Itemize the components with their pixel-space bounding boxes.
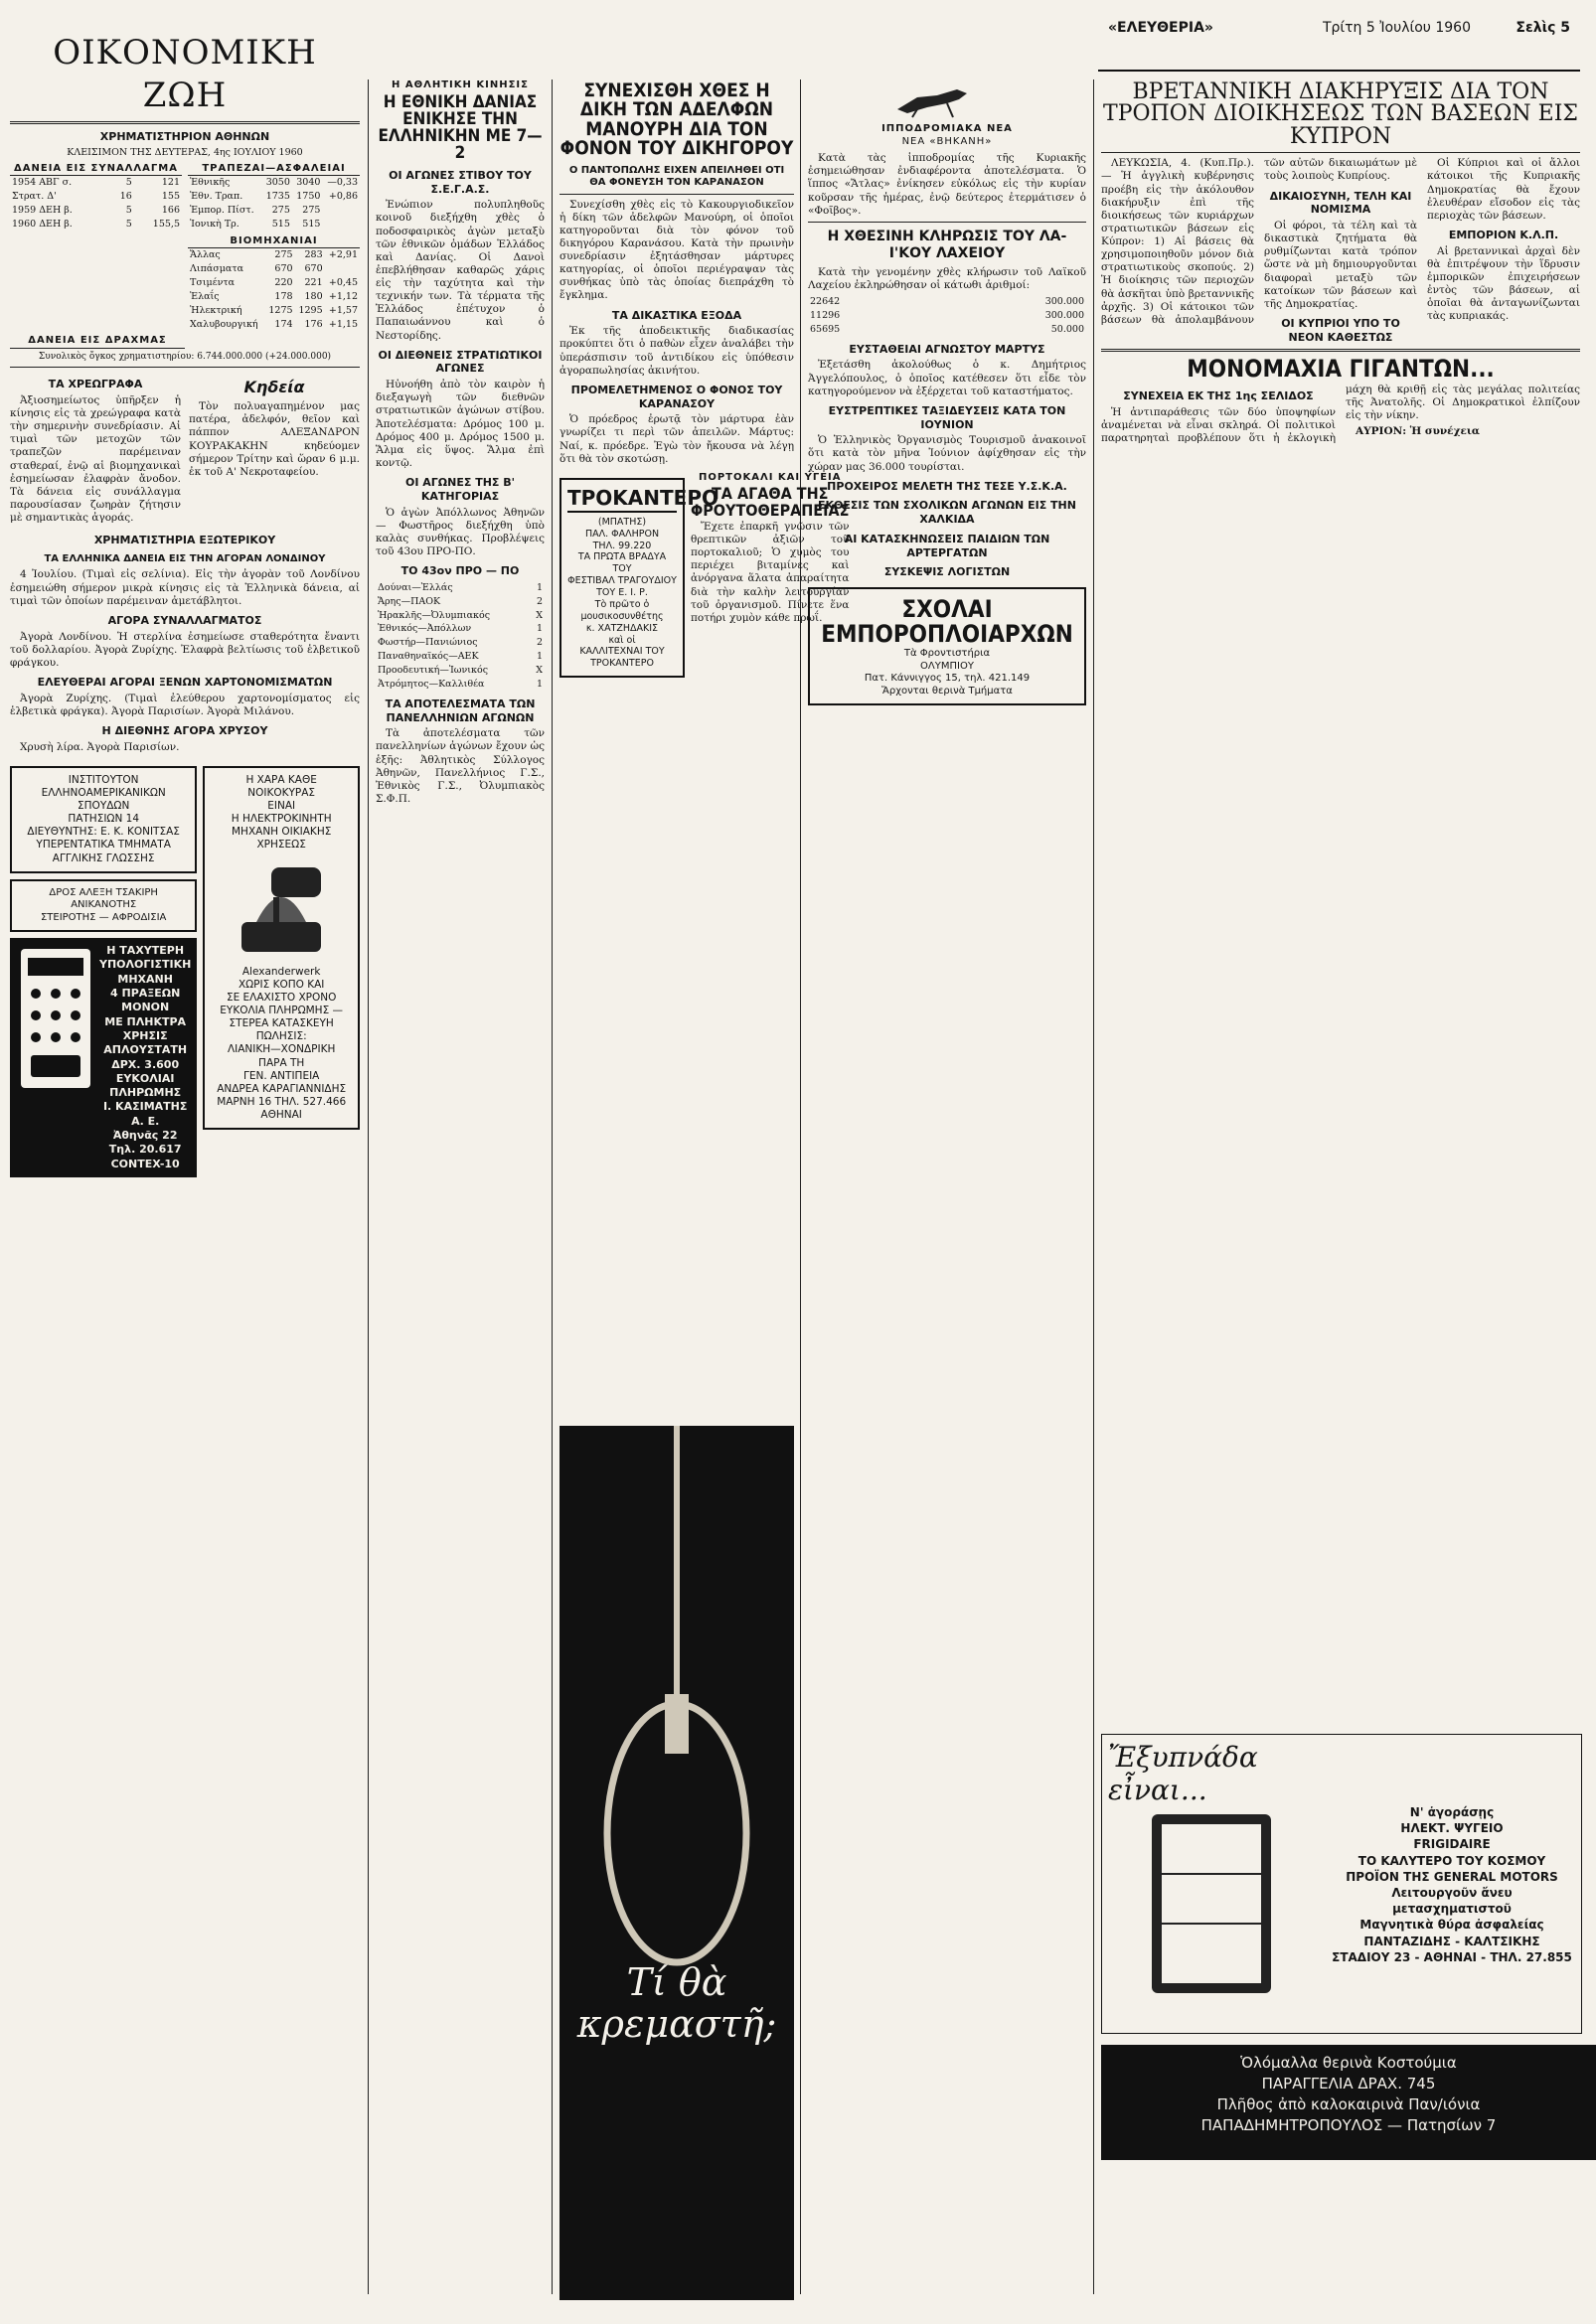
table-cell: Ἐμπορ. Πίστ. [190,204,254,216]
trial-body: Ὁ πρόεδρος ἐρωτᾷ τὸν μάρτυρα ἐὰν γνωρίζει τι περὶ τῶν ἀπειλῶν. Μάρτυς: Ναί, κ. πρόεδρε. Ἐγὼ τὸν ἤκουσα νὰ λέγῃ ὅτι θὰ τὸν σκοτώσῃ. [559,413,794,465]
table-cell: Παναθηναϊκός—ΑΕΚ [378,651,479,663]
table-cell: 515 [302,218,321,230]
horse-racing-logo [808,79,1086,148]
table-cell: 180 [304,290,323,302]
table-cell: 1 [536,623,543,635]
ad-line: ΠΑΝΤΑΖΙΔΗΣ - ΚΑΛΤΣΙΚΗΣ [1363,1934,1540,1948]
article-subhead: ΤΑ ΕΛΛΗΝΙΚΑ ΔΑΝΕΙΑ ΕΙΣ ΤΗΝ ΑΓΟΡΑΝ ΛΟΝΔΙΝΟΥ [44,552,326,564]
masthead [1098,10,1580,72]
industry-header: ΒΙΟΜΗΧΑΝΙΑΙ [188,235,360,249]
cyprus-body: Αἱ βρεταννικαὶ ἀρχαὶ δὲν θὰ ἐπιτρέψουν τὴν ἵδρυσιν ἐμπορικῶν ἐπιχειρήσεων ἐντὸς τῶν βάσεων, αἱ ὁποῖαι θὰ ἀνταγωνίζωνται τὰς κυπριακάς. [1427,244,1580,323]
column-sports [376,79,545,2294]
table-row [376,678,545,692]
ad-line: ΟΛΥΜΠΙΟΥ [920,660,974,672]
column-rule [1093,79,1094,2294]
ad-line: Η ΤΑΧΥΤΕΡΗ [106,944,185,958]
fridge-ad [1101,1734,1582,2034]
table-cell: 515 [271,218,290,230]
table-row [188,190,360,204]
table-row [188,318,360,332]
trial-subhead: ΤΑ ΔΙΚΑΣΤΙΚΑ ΕΞΟΔΑ [611,308,742,322]
table-cell: 1960 ΔΕΗ β. [12,218,73,230]
table-row [10,176,182,190]
table-cell: Χαλυβουργική [190,318,258,330]
pools-table [376,581,545,692]
ad-line: ΥΠΕΡΕΝΤΑΤΙΚΑ ΤΜΗΜΑΤΑ [36,839,171,852]
ad-line: ΣΤΑΔΙΟΥ 23 - ΑΘΗΝΑΙ - ΤΗΛ. 27.855 [1332,1949,1572,1964]
volume-line: Συνολικὸς ὄγκος χρηματιστηρίου: 6.744.000.000 (+24.000.000) [38,351,332,362]
ad-line: ΠΑΠΑΔΗΜΗΤΡΟΠΟΥΛΟΣ — Πατησίων 7 [1200,2116,1497,2134]
ad-line: ΜΕ ΠΛΗΚΤΡΑ [104,1014,187,1028]
health-body: Ἔχετε ἐπαρκῆ γνῶσιν τῶν θρεπτικῶν ἀξιῶν τοῦ πορτοκαλιοῦ; Ὁ χυμὸς του περιέχει βιταμίνες καὶ ἀνόργανα ἅλατα ἀπαραίτητα διὰ τὴν καλὴν λειτουργίαν τοῦ ὀργανισμοῦ. Πίνετε ἕνα ποτήρι χυμὸν κάθε πρωΐ. [691,520,850,624]
table-row [188,304,360,318]
section-title: ΟΙΚΟΝΟΜΙΚΗ ΖΩΗ [53,33,317,115]
ad-line: ΠΑΤΗΣΙΩΝ 14 [68,813,140,826]
table-row [10,204,182,218]
column-finance [10,30,360,2294]
giants-more: ΑΥΡΙΟΝ: Ἡ συνέχεια [1356,425,1481,438]
ad-line: ΤΗΛ. 99.220 [592,540,652,551]
ad-line: ΔΡΧ. 3.600 [111,1057,180,1071]
ad-line: Ι. ΚΑΣΙΜΑΤΗΣ Α. Ε. [102,1100,188,1128]
ad-line: ΕΥΚΟΛΙΑΙ [115,1071,175,1085]
ad-line: Ἄρχονται θερινὰ Τμήματα [881,685,1013,697]
table-row [808,309,1086,323]
table-cell: Ἄλλας [190,249,221,261]
sports-subhead: ΟΙ ΔΙΕΘΝΕΙΣ ΣΤΡΑΤΙΩΤΙΚΟΙ ΑΓΩΝΕΣ [378,348,543,376]
section-subtitle: ΧΡΗΜΑΤΙΣΤΗΡΙΟΝ ΑΘΗΝΩΝ [99,130,270,143]
article-body: Ἀξιοσημείωτος ὑπῆρξεν ἡ κίνησις εἰς τὰ χρεώγραφα κατὰ τὴν σημερινὴν συνεδρίασιν. Αἱ τιμαὶ τῶν μετοχῶν τῶν τραπεζῶν παρέμειναν σταθεραί, ἐνῷ αἱ βιομηχανικαὶ ἐσημείωσαν ἐλαφρὰν ἄνοδον. Τὰ δάνεια εἰς συνάλλαγμα παρουσίασαν ζωηρὰν ζήτησιν μὲ σημαντικὰς ἀγοράς. [10,393,181,524]
ad-line: ΑΝΔΡΕΑ ΚΑΡΑΓΙΑΝΝΙΔΗΣ [217,1082,347,1095]
table-cell: 300.000 [1044,296,1084,307]
ad-line: ΠΑΛ. ΦΑΛΗΡΟΝ [584,528,660,540]
table-row [188,276,360,290]
table-cell: 155 [161,191,180,202]
ad-line: ΤΡΟΚΑΝΤΕΡΟ [590,658,654,670]
banks-header: ΤΡΑΠΕΖΑΙ—ΑΣΦΑΛΕΙΑΙ [188,163,360,177]
table-row [376,636,545,650]
ad-line: ΕΙΝΑΙ [267,800,296,812]
ad-line: καὶ οἱ [608,634,636,646]
table-cell: 670 [304,263,323,274]
ad-line: ΤΟΥ Ε. Ι. Ρ. [596,587,648,598]
closing-line: ΚΛΕΙΣΙΜΟΝ ΤΗΣ ΔΕΥΤΕΡΑΣ, 4ης ΙΟΥΛΙΟΥ 1960 [67,146,303,158]
racing-body: Κατὰ τὰς ἱπποδρομίας τῆς Κυριακῆς ἐσημειώθησαν ἐνδιαφέροντα ἀποτελέσματα. Ὁ ἵππος «Ἄτλας» ἐνίκησεν εὐκόλως εἰς τὴν κυρίαν κοῦρσαν τῆς ἡμέρας, ἐνῷ δεύτερος ἐτερμάτισεν ὁ «Φοῖβος». [808,152,1086,217]
horse-icon [887,79,1007,119]
ad-line: Ἔξυπνάδα [1108,1741,1258,1774]
pools-head: ΤΟ 43ον ΠΡΟ — ΠΟ [400,564,520,578]
ad-line: Η ΗΛΕΚΤΡΟΚΙΝΗΤΗ [231,813,332,826]
institute-ad [10,766,197,873]
table-cell [325,262,360,276]
table-cell: 1735 [265,191,290,202]
table-cell: 5 [125,218,132,230]
table-cell: 155,5 [152,218,180,230]
ad-line: ΣΠΟΥΔΩΝ [78,800,130,812]
cyprus-subhead: ΕΜΠΟΡΙΟΝ Κ.Λ.Π. [1448,228,1559,241]
table-row [10,218,182,232]
ad-line: ΑΝΙΚΑΝΟΤΗΣ [71,899,137,911]
article-head: ΕΛΕΥΘΕΡΑΙ ΑΓΟΡΑΙ ΞΕΝΩΝ ΧΑΡΤΟΝΟΜΙΣΜΑΤΩΝ [37,675,333,689]
table-row [376,664,545,678]
table-cell: Ἰονικὴ Τρ. [190,218,239,230]
table-cell: 283 [304,249,323,261]
sports-subhead: ΟΙ ΑΓΩΝΕΣ ΤΗΣ Β' ΚΑΤΗΓΟΡΙΑΣ [404,476,516,503]
news-subhead: ΣΥΣΚΕΨΙΣ ΛΟΓΙΣΤΩΝ [883,565,1011,579]
banks-table [188,176,360,232]
sports-headline: Η ΕΘΝΙΚΗ ΔΑΝΙΑΣ ΕΝΙΚΗΣΕ ΤΗΝ ΕΛΛΗΝΙΚΗΝ ΜΕ 7—2 [378,91,543,164]
table-cell: 174 [274,318,293,330]
ad-line: ΧΡΗΣΕΩΣ [256,839,306,852]
lottery-table [808,295,1086,337]
column-rule [552,79,553,2294]
news-body: Ἐξετάσθη ἀκολούθως ὁ κ. Δημήτριος Ἀγγελόπουλος, ὁ ὁποῖος κατέθεσεν ὅτι εἶδε τὸν κατηγορούμενον νὰ ἐξέρχεται τοῦ καταστήματος. [808,359,1086,397]
suits-ad [1101,2045,1596,2160]
ad-line: ΤΑ ΠΡΩΤΑ ΒΡΑΔΥΑ ΤΟΥ [577,551,667,575]
table-row [376,581,545,595]
cyprus-body: Οἱ φόροι, τὰ τέλη καὶ τὰ δικαστικὰ ζητήματα θὰ ρυθμίζωνται κατὰ τρόπον ὥστε νὰ μὴ δημιουργοῦνται διαφοραὶ μεταξὺ τῶν κατοίκων τῶν βάσεων καὶ τῆς Δημοκρατίας. [1264,220,1417,310]
ad-line: εἶναι... [1108,1774,1207,1806]
table-row [10,190,182,204]
mixer-icon [222,852,341,962]
article-body: 4 Ἰουλίου. (Τιμαὶ εἰς σελίνια). Εἰς τὴν ἀγορὰν τοῦ Λονδίνου ἐσημειώθη σήμερον μικρὰ κίνησις εἰς τὰ Ἑλληνικὰ δάνεια, αἱ τιμαὶ τῶν ὁποίων παρέμειναν ἀμετάβλητοι. [10,568,360,607]
lottery-headline: Η ΧΘΕΣΙΝΗ ΚΛΗΡΩΣΙΣ ΤΟΥ ΛΑ-Ι'ΚΟΥ ΛΑΧΕΙΟΥ [827,228,1067,262]
obituary-body: Τὸν πολυαγαπημένον μας πατέρα, ἀδελφόν, θεῖον καὶ πάππον ΑΛΕΞΑΝΔΡΟΝ ΚΟΥΡΑΚΑΚΗΝ κηδεύομεν σήμερον Τρίτην καὶ ὥραν 6 μ.μ. ἐκ τοῦ Α' Νεκροταφείου. [189,400,360,478]
calculator-ad [10,938,197,1177]
table-cell: Ἀτρόμητος—Καλλιθέα [378,678,485,690]
newspaper-name: «ΕΛΕΥΘΕΡΙΑ» [1108,20,1213,36]
ad-line: ΗΛΕΚΤ. ΨΥΓΕΙΟ [1400,1821,1504,1836]
school-title: ΣΧΟΛΑΙ ΕΜΠΟΡΟΠΛΟΙΑΡΧΩΝ [821,595,1073,648]
table-cell: Στρατ. Δ' [12,191,57,202]
ad-line: ΧΩΡΙΣ ΚΟΠΟ ΚΑΙ [238,978,325,991]
ad-line: κ. ΧΑΤΖΗΔΑΚΙΣ [585,622,659,634]
racing-title: ΙΠΠΟΔΡΟΜΙΑΚΑ ΝΕΑ [881,123,1013,135]
trocadero-ad [559,478,718,678]
table-cell: 1295 [298,304,323,316]
table-cell: Ἐλαΐς [190,290,220,302]
page-number: Σελὶς 5 [1516,20,1570,36]
ad-line: Η ΧΑΡΑ ΚΑΘΕ [245,773,317,786]
table-row [188,218,360,232]
table-cell: Λιπάσματα [190,263,243,274]
news-subhead: ΠΡΟΧΕΙΡΟΣ ΜΕΛΕΤΗ ΤΗΣ ΤΕΣΕ Υ.Σ.Κ.Α. [827,479,1067,493]
ad-line: ΑΓΓΛΙΚΗΣ ΓΛΩΣΣΗΣ [52,852,155,864]
ad-line: ΠΩΛΗΣΙΣ: [255,1030,307,1043]
table-cell: 50.000 [1050,323,1084,335]
ad-line: ΜΑΡΝΗ 16 ΤΗΛ. 527.466 [217,1095,347,1108]
drachma-header: ΔΑΝΕΙΑ ΕΙΣ ΔΡΑΧΜΑΣ [10,335,185,349]
trial-subhead: ΠΡΟΜΕΛΕΤΗΜΕΝΟΣ Ο ΦΟΝΟΣ ΤΟΥ ΚΑΡΑΝΑΣΟΥ [570,383,783,410]
article-head: Η ΔΙΕΘΝΗΣ ΑΓΟΡΑ ΧΡΥΣΟΥ [101,723,268,737]
table-cell: 121 [161,177,180,189]
table-row [188,262,360,276]
ad-line: Ὁλόμαλλα θερινὰ Κοστούμια [1240,2054,1457,2072]
article-body: Ἀγορὰ Λονδίνου. Ἡ στερλίνα ἐσημείωσε σταθερότητα ἔναντι τοῦ δολλαρίου. Ἀγορὰ Ζυρίχης. Ἐλαφρὰ βελτίωσις τοῦ ἑλβετικοῦ φράγκου. [10,630,360,669]
ad-line: ΠΛΗΡΩΜΗΣ [109,1086,182,1100]
table-cell: 65695 [810,323,841,335]
ad-line: ΠΡΟΪΟΝ ΤΗΣ GENERAL MOTORS [1346,1869,1558,1884]
calculator-icon [16,944,95,1093]
table-cell: +0,45 [328,276,358,288]
mixer-ad [203,766,360,1130]
sports-kicker: Η ΑΘΛΗΤΙΚΗ ΚΙΝΗΣΙΣ [392,79,529,90]
table-cell: X [536,665,543,677]
ad-line: ΧΡΗΣΙΣ [122,1028,168,1042]
table-cell: 1750 [296,191,321,202]
table-cell: 22642 [810,296,841,307]
article-body: Χρυσὴ λίρα. Ἀγορὰ Παρισίων. [20,740,180,753]
news-subhead: ΕΥΣΤΑΘΕΙΑΙ ΑΓΝΩΣΤΟΥ ΜΑΡΤΥΣ [849,342,1045,356]
news-subhead: ΕΥΣΤΡΕΠΤΙΚΕΣ ΤΑΞΙΔΕΥΣΕΙΣ ΚΑΤΑ ΤΟΝ ΙΟΥΝΙΟΝ [828,403,1066,431]
bonds-table [10,176,182,232]
ad-line: ΓΕΝ. ΑΝΤΙΠΕΙΑ [242,1069,320,1082]
column-news [808,79,1086,2294]
ad-line: ΑΘΗΝΑΙ [260,1109,302,1121]
table-cell: +1,57 [328,304,358,316]
article-head: ΑΓΟΡΑ ΣΥΝΑΛΛΑΓΜΑΤΟΣ [107,613,262,627]
table-cell: +0,86 [328,191,358,202]
obituary-head: Κηδεία [243,378,305,397]
poster-ad [559,1426,794,2300]
news-body: Ὁ Ἑλληνικὸς Ὀργανισμὸς Τουρισμοῦ ἀνακοινοῖ ὅτι κατὰ τὸν μῆνα Ἰούνιον ἀφίχθησαν εἰς τὴν χώραν μας 36.000 τουρίσται. [808,434,1086,473]
cyprus-body: Οἱ Κύπριοι καὶ οἱ ἄλλοι κάτοικοι τῆς Κυπριακῆς Δημοκρατίας θὰ ἔχουν ἐλευθέραν εἴσοδον εἰς τὰς περιοχὰς τῶν βάσεων. [1427,157,1580,222]
ad-line: ΙΝΣΤΙΤΟΥΤΟΝ [68,773,139,786]
ad-line: ΥΠΟΛΟΓΙΣΤΙΚΗ [99,958,192,972]
table-row [188,290,360,304]
bonds-header: ΔΑΝΕΙΑ ΕΙΣ ΣΥΝΑΛΛΑΓΜΑ [10,163,182,177]
table-cell: 275 [271,204,290,216]
sports-body: Ὁ ἀγὼν Ἀπόλλωνος Ἀθηνῶν — Φωστῆρος διεξήχθη ὑπὸ καλὰς συνθήκας. Προβλέψεις τοῦ 43ου ΠΡΟ-ΠΟ. [376,506,545,557]
ad-line: 4 ΠΡΑΞΕΩΝ [110,987,181,1001]
table-cell: Φωστήρ—Πανιώνιος [378,637,478,649]
ad-line: Μαγνητικὰ θύρα ἀσφαλείας [1359,1918,1544,1933]
ad-line: Πλῆθος ἀπὸ καλοκαιρινὰ Παν/ιόνια [1216,2095,1481,2113]
sports-body: Τὰ ἀποτελέσματα τῶν πανελληνίων ἀγώνων ἔχουν ὡς ἑξῆς: Ἀθλητικὸς Σύλλογος Ἀθηνῶν, Πανελλήνιος Γ.Σ., Ἐθνικὸς Γ.Σ., Ὀλυμπιακὸς Σ.Φ.Π. [376,727,545,805]
table-row [376,595,545,609]
ad-line: ΜΗΧΑΝΗ ΟΙΚΙΑΚΗΣ [231,826,332,839]
table-row [376,622,545,636]
table-cell: 11296 [810,309,841,321]
ad-line: ΤΟ ΚΑΛΥΤΕΡΟ ΤΟΥ ΚΟΣΜΟΥ [1357,1853,1546,1868]
article-head: ΤΑ ΧΡΕΩΓΡΑΦΑ [48,378,143,391]
table-cell: 16 [119,191,132,202]
table-row [188,248,360,262]
table-cell: Ἄρης—ΠΑΟΚ [378,595,441,607]
ad-line: Πατ. Κάννιγγος 15, τηλ. 421.149 [864,673,1031,685]
table-cell [322,218,360,232]
column-rule [368,79,369,2294]
table-cell: +1,12 [328,290,358,302]
ad-line: Ν' ἀγοράσῃς [1409,1805,1495,1819]
sports-body: Ηὐνοήθη ἀπὸ τὸν καιρὸν ἡ διεξαγωγὴ τῶν διεθνῶν στρατιωτικῶν ἀγώνων στίβου. Ἀποτελέσματα: Δρόμος 100 μ. Δρόμος 400 μ. Δρόμος 1500 μ. Ἅλμα εἰς ὕψος. Ἅλμα ἐπὶ κοντῷ. [376,379,545,469]
ad-line: ΜΟΝΟΝ [121,1001,170,1014]
table-cell: Τσιμέντα [190,276,236,288]
ad-line: Τὸ πρῶτο ὁ μουσικοσυνθέτης [580,598,664,622]
table-cell: 1 [536,651,543,663]
table-cell: 220 [274,276,293,288]
health-headline: ΤΑ ΑΓΑΘΑ ΤΗΣ ΦΡΟΥΤΟΘΕΡΑΠΕΙΑΣ [691,484,850,520]
newspaper-page [10,10,1580,2304]
article-body: Ἀγορὰ Ζυρίχης. (Τιμαὶ ἐλεύθερου χαρτονομίσματος εἰς ἑλβετικὰ φράγκα). Ἀγορὰ Παρισίων. Ἀγορὰ Μιλάνου. [10,692,360,717]
table-cell: 1275 [268,304,293,316]
table-cell: 670 [274,263,293,274]
table-row [808,323,1086,337]
poster-text: Τί θὰ κρεμαστῆ; [576,1960,777,2046]
ad-line: (ΜΠΑΤΗΣ) [597,516,647,528]
article-head: ΧΡΗΜΑΤΙΣΤΗΡΙΑ ΕΞΩΤΕΡΙΚΟΥ [93,534,276,547]
fridge-icon [1112,1804,1311,2003]
ad-line: ΝΟΙΚΟΚΥΡΑΣ [247,786,316,799]
table-cell: Ἐθνικῆς [190,177,231,189]
giants-continued: ΣΥΝΕΧΕΙΑ ΕΚ ΤΗΣ 1ης ΣΕΛΙΔΟΣ [1123,388,1314,402]
table-cell: X [536,609,543,621]
ad-line: ΠΑΡΑ ΤΗ [258,1056,305,1069]
ad-line: ΠΑΡΑΓΓΕΛΙΑ ΔΡΑΧ. 745 [1261,2075,1436,2092]
ad-line: ΕΥΚΟΛΙΑ ΠΛΗΡΩΜΗΣ — [220,1005,344,1016]
news-subhead: ΕΚΘΕΣΙΣ ΤΩΝ ΣΧΟΛΙΚΩΝ ΑΓΩΝΩΝ ΕΙΣ ΤΗΝ ΧΑΛΚΙΔΑ [818,499,1076,527]
table-cell: 1 [536,581,543,593]
cyprus-headline: ΒΡΕΤΑΝΝΙΚΗ ΔΙΑΚΗΡΥΞΙΣ ΔΙΑ ΤΟΝ ΤΡΟΠΟΝ ΔΙΟΙΚΗΣΕΩΣ ΤΩΝ ΒΑΣΕΩΝ ΕΙΣ ΚΥΠΡΟΝ [1103,79,1578,149]
table-cell: +2,91 [328,249,358,261]
table-row [188,204,360,218]
industry-table [188,248,360,331]
table-cell: Ἠλεκτρική [190,304,242,316]
table-row [376,650,545,664]
cyprus-subhead: ΔΙΚΑΙΟΣΥΝΗ, ΤΕΛΗ ΚΑΙ ΝΟΜΙΣΜΑ [1269,189,1412,217]
table-cell: Προοδευτική—Ἰωνικός [378,665,489,677]
issue-date: Τρίτη 5 Ἰουλίου 1960 [1322,20,1471,36]
school-ad [808,587,1086,705]
trial-body: Ἐκ τῆς ἀποδεικτικῆς διαδικασίας προκύπτει ὅτι ὁ παθὼν εἶχεν ἀναλάβει τὴν ὑπεράσπισιν τοῦ ἀντιδίκου εἰς ὑπόθεσιν ἀγοραπωλησίας ἀκινήτου. [559,325,794,377]
column-rule [800,79,801,2294]
ad-line: Λειτουργοῦν ἄνευ μετασχηματιστοῦ [1391,1885,1513,1917]
table-cell: Ἡρακλῆς—Ὀλυμπιακός [378,609,491,621]
ad-line: ΣΤΕΙΡΟΤΗΣ — ΑΦΡΟΔΙΣΙΑ [40,911,167,923]
ad-line: FRIGIDAIRE [1413,1837,1491,1852]
ad-line: ΔΡΟΣ ΑΛΕΞΗ ΤΣΑΚΙΡΗ [49,886,158,898]
table-cell: +1,15 [328,318,358,330]
health-kicker: ΠΟΡΤΟΚΑΛΙ ΚΑΙ ΥΓΕΙΑ [698,471,842,483]
table-cell: 275 [274,249,293,261]
table-cell: 2 [536,595,543,607]
sports-subhead: ΟΙ ΑΓΩΝΕΣ ΣΤΙΒΟΥ ΤΟΥ Σ.Ε.Γ.Α.Σ. [389,168,532,196]
ad-line: ΔΙΕΥΘΥΝΤΗΣ: Ε. Κ. ΚΟΝΙΤΣΑΣ [27,826,180,839]
table-cell: —0,33 [327,177,358,189]
cyprus-subhead: ΟΙ ΚΥΠΡΙΟΙ ΥΠΟ ΤΟ ΝΕΟΝ ΚΑΘΕΣΤΩΣ [1281,316,1400,344]
cyprus-body: ΛΕΥΚΩΣΙΑ, 4. (Κυπ.Πρ.). — Ἡ ἀγγλικὴ κυβέρνησις προέβη εἰς τὴν ἀκόλουθον διακήρυξιν ἐπὶ τῆς διοικήσεως τῶν κυριάρχων στρατιωτικῶν βάσεων εἰς Κύπρον: 1) Αἱ βάσεις θὰ χρησιμοποιηθοῦν μόνον διὰ στρατιωτικοὺς σκοπούς. 2) Ἡ διοίκησις τῶν περιοχῶν θὰ ἀσκῆται ὑπὸ βρεταννικῆς ἀρχῆς. 3) Οἱ κάτοικοι τῶν βάσεων θὰ ἀπολαμβάνουν τῶν αὐτῶν δικαιωμάτων μὲ τοὺς λοιποὺς Κυπρίους. [1101,157,1417,326]
trial-deck: Ο ΠΑΝΤΟΠΩΛΗΣ ΕΙΧΕΝ ΑΠΕΙΛΗΘΕΙ ΟΤΙ ΘΑ ΦΟΝΕΥΣΗ ΤΟΝ ΚΑΡΑΝΑΣΟΝ [568,164,785,188]
table-row [376,609,545,623]
ad-line: ΚΑΛΛΙΤΕΧΝΑΙ ΤΟΥ [579,646,665,658]
trial-body: Συνεχίσθη χθὲς εἰς τὸ Κακουργιοδικεῖον ἡ δίκη τῶν ἀδελφῶν Μανούρη, οἱ ὁποῖοι κατηγοροῦνται διὰ τὸν φόνον τοῦ δικηγόρου Καρανάσου. Κατὰ τὴν πρωινὴν συνεδρίασιν ἐξητάσθησαν μάρτυρες κατηγορίας, οἱ ὁποῖοι περιέγραψαν τὰς συνθήκας ὑπὸ τὰς ὁποίας διεπράχθη τὸ ἔγκλημα. [559,198,794,302]
noose-icon [559,1426,794,2300]
ad-line: ΣΕ ΕΛΑΧΙΣΤΟ ΧΡΟΝΟ [226,991,337,1004]
table-cell: 3050 [265,177,290,189]
table-cell: 3040 [296,177,321,189]
trocadero-title: ΤΡΟΚΑΝΤΕΡΟ [567,486,677,513]
table-cell: 2 [536,637,543,649]
table-cell: 1959 ΔΕΗ β. [12,204,73,216]
table-row [188,176,360,190]
ad-line: CONTEX-10 [110,1157,180,1170]
table-cell: 5 [125,204,132,216]
ad-line: Ἀθηνᾶς 22 Τηλ. 20.617 [108,1128,182,1157]
table-cell: 221 [304,276,323,288]
sports-subhead: ΤΑ ΑΠΟΤΕΛΕΣΜΑΤΑ ΤΩΝ ΠΑΝΕΛΛΗΝΙΩΝ ΑΓΩΝΩΝ [385,697,536,724]
news-subhead: ΑΙ ΚΑΤΑΣΚΗΝΩΣΕΙΣ ΠΑΙΔΙΩΝ ΤΩΝ ΑΡΤΕΡΓΑΤΩΝ [844,532,1050,559]
table-cell: 176 [304,318,323,330]
table-cell: 275 [302,204,321,216]
table-row [808,295,1086,309]
ad-line: ΑΠΛΟΥΣΤΑΤΗ [103,1043,188,1057]
trial-headline: ΣΥΝΕΧΙΣΘΗ ΧΘΕΣ Η ΔΙΚΗ ΤΩΝ ΑΔΕΛΦΩΝ ΜΑΝΟΥΡΗ ΔΙΑ ΤΟΝ ΦΟΝΟΝ ΤΟΥ ΔΙΚΗΓΟΡΟΥ [559,79,794,160]
racing-subtitle: ΝΕΑ «ΒΗΚΑΝΗ» [901,135,993,147]
ad-line: ΜΗΧΑΝΗ [117,972,173,986]
ad-line: ΦΕΣΤΙΒΑΛ ΤΡΑΓΟΥΔΙΟΥ [567,575,677,587]
table-cell: 178 [274,290,293,302]
giants-headline: ΜΟΝΟΜΑΧΙΑ ΓΙΓΑΝΤΩΝ... [1187,355,1495,384]
doctor-ad [10,879,197,933]
table-cell: 300.000 [1044,309,1084,321]
ad-line: ΕΛΛΗΝΟΑΜΕΡΙΚΑΝΙΚΩΝ [41,786,166,799]
table-cell: 1954 ΑΒΓ σ. [12,177,73,189]
table-cell: 1 [536,678,543,690]
sports-body: Ἐνώπιον πολυπληθοῦς κοινοῦ διεξήχθη χθὲς ὁ ποδοσφαιρικὸς ἀγὼν μεταξὺ τῶν ἐθνικῶν ὁμάδων Ἑλλάδος καὶ Δανίας. Οἱ Δανοὶ ἐπεβλήθησαν καθαρῶς χάρις εἰς τὴν ταχύτητα καὶ τὴν τεχνικήν των. Τὰ τέρματα τῆς Ἑλλάδος ἐπέτυχον ὁ Παπαιωάννου καὶ ὁ Νεστορίδης. [376,199,545,342]
giants-body: Ἡ ἀντιπαράθεσις τῶν δύο ὑποψηφίων ἀναμένεται νὰ εἶναι σκληρά. Οἱ πολιτικοὶ παρατηρηταὶ προβλέπουν ὅτι ἡ ἐκλογικὴ μάχη θὰ κριθῇ εἰς τὰς μεγάλας πολιτείας τῆς Ἀνατολῆς. Οἱ Δημοκρατικοὶ ἐλπίζουν εἰς τὴν νίκην. [1101,383,1580,444]
table-cell: 5 [125,177,132,189]
lottery-body: Κατὰ τὴν γενομένην χθὲς κλήρωσιν τοῦ Λαϊκοῦ Λαχείου ἐκληρώθησαν οἱ κάτωθι ἀριθμοί: [808,265,1086,291]
table-cell [322,204,360,218]
ad-line: Alexanderwerk [241,965,321,978]
table-cell: 166 [161,204,180,216]
table-cell: Ἐθνικός—Ἀπόλλων [378,623,472,635]
ad-line: ΛΙΑΝΙΚΗ—ΧΟΝΔΡΙΚΗ [227,1043,336,1056]
table-cell: Ἐθν. Τραπ. [190,191,243,202]
table-cell: Δούναι—Ἐλλάς [378,581,453,593]
ad-line: Τὰ Φροντιστήρια [903,648,991,660]
ad-line: ΣΤΕΡΕΑ ΚΑΤΑΣΚΕΥΗ [229,1017,334,1030]
